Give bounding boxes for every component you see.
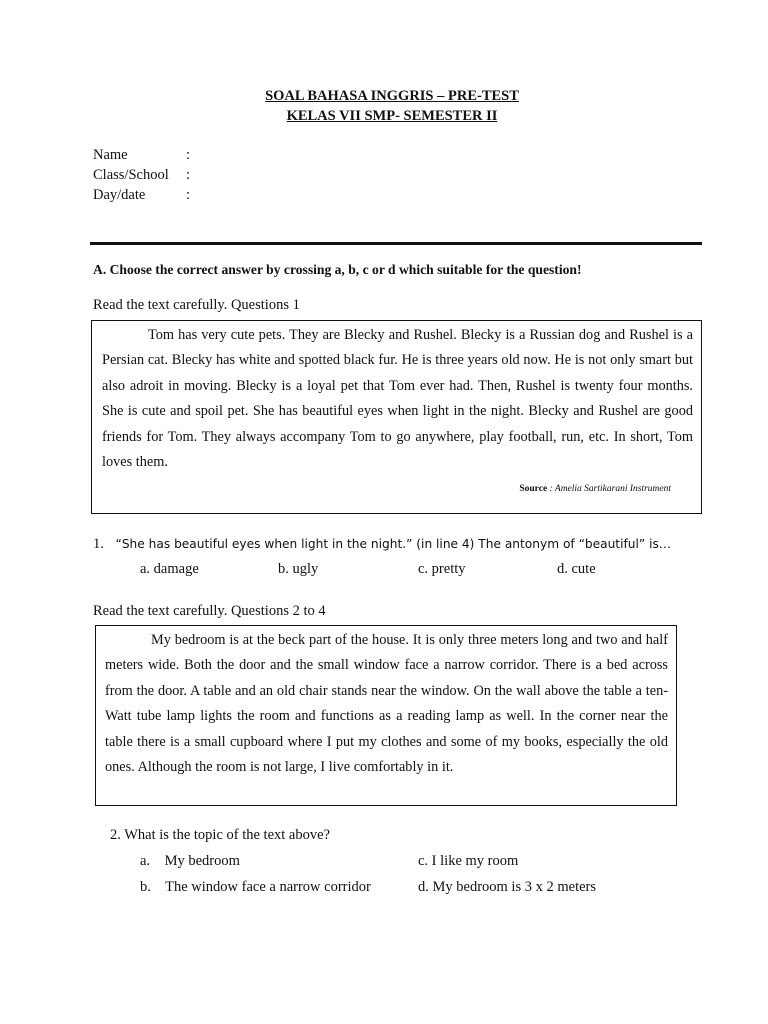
passage1-text: Tom has very cute pets. They are Blecky and Rushel. Blecky is a Russian dog and Rushel is a Persian cat. Blecky has white and spotted black fur. He is three years old now. He is not only smart but also adroit in moving. Blecky is a loyal pet that Tom ever had. Then, Rushel is twenty four months. She is cute and spoil pet. She has beautiful eyes when light in the night. Blecky and Rushel are good friends for Tom. They always accompany Tom to go anywhere, play football, run, etc. In short, Tom loves them. xyxy=(102,327,693,471)
identity-row-class xyxy=(93,165,190,185)
question1-number: 1. xyxy=(93,536,104,552)
section-a-instruction: A. Choose the correct answer by crossing a, b, c or d which suitable for the question! xyxy=(93,262,582,277)
student-identity-block xyxy=(93,145,190,205)
question2-option-a[interactable] xyxy=(140,853,240,870)
question1 xyxy=(93,536,671,553)
horizontal-divider xyxy=(90,242,702,245)
identity-colon: : xyxy=(186,167,191,183)
identity-row-name xyxy=(93,145,190,165)
question1-option-b[interactable]: b. ugly xyxy=(278,561,319,577)
option-text: My bedroom xyxy=(164,853,240,869)
passage1-box xyxy=(91,320,702,514)
identity-colon: : xyxy=(186,147,191,163)
question1-option-d[interactable]: d. cute xyxy=(557,561,596,577)
passage1-source xyxy=(519,477,671,502)
question2: 2. What is the topic of the text above? xyxy=(110,827,330,843)
option-letter: a. xyxy=(140,853,151,869)
worksheet-subtitle: KELAS VII SMP- SEMESTER II xyxy=(286,108,498,124)
identity-label: Name xyxy=(93,147,128,163)
option-text: The window face a narrow corridor xyxy=(165,879,371,895)
question1-option-c[interactable]: c. pretty xyxy=(418,561,466,577)
question1-text: “She has beautiful eyes when light in the night.” (in line 4) The antonym of “beautiful” is… xyxy=(115,537,671,551)
identity-label: Day/date xyxy=(93,187,146,203)
question1-option-a[interactable]: a. damage xyxy=(140,561,199,577)
source-value: : Amelia Sartikarani Instrument xyxy=(549,484,671,494)
question2-option-c[interactable]: c. I like my room xyxy=(418,853,519,869)
question2-option-d[interactable]: d. My bedroom is 3 x 2 meters xyxy=(418,879,597,895)
passage1-intro: Read the text carefully. Questions 1 xyxy=(93,297,300,313)
identity-colon: : xyxy=(186,187,191,203)
passage2-text: My bedroom is at the beck part of the house. It is only three meters long and two and half meters wide. Both the door and the small window face a narrow corridor. There is a bed across from the door. A table and an old chair stands near the window. On the wall above the table a ten-Watt tube lamp lights the room and functions as a reading lamp as well. In the corner near the table there is a small cupboard where I put my clothes and some of my books, especially the old ones. Although the room is not large, I live comfortably in it. xyxy=(105,632,668,776)
identity-row-date xyxy=(93,185,190,205)
passage2-intro: Read the text carefully. Questions 2 to 4 xyxy=(93,603,326,619)
passage2-box xyxy=(95,625,677,806)
question2-option-b[interactable] xyxy=(140,879,371,896)
identity-label: Class/School xyxy=(93,167,169,183)
option-letter: b. xyxy=(140,879,151,895)
worksheet-title: SOAL BAHASA INGGRIS – PRE-TEST xyxy=(265,88,519,104)
source-label: Source xyxy=(519,484,548,494)
